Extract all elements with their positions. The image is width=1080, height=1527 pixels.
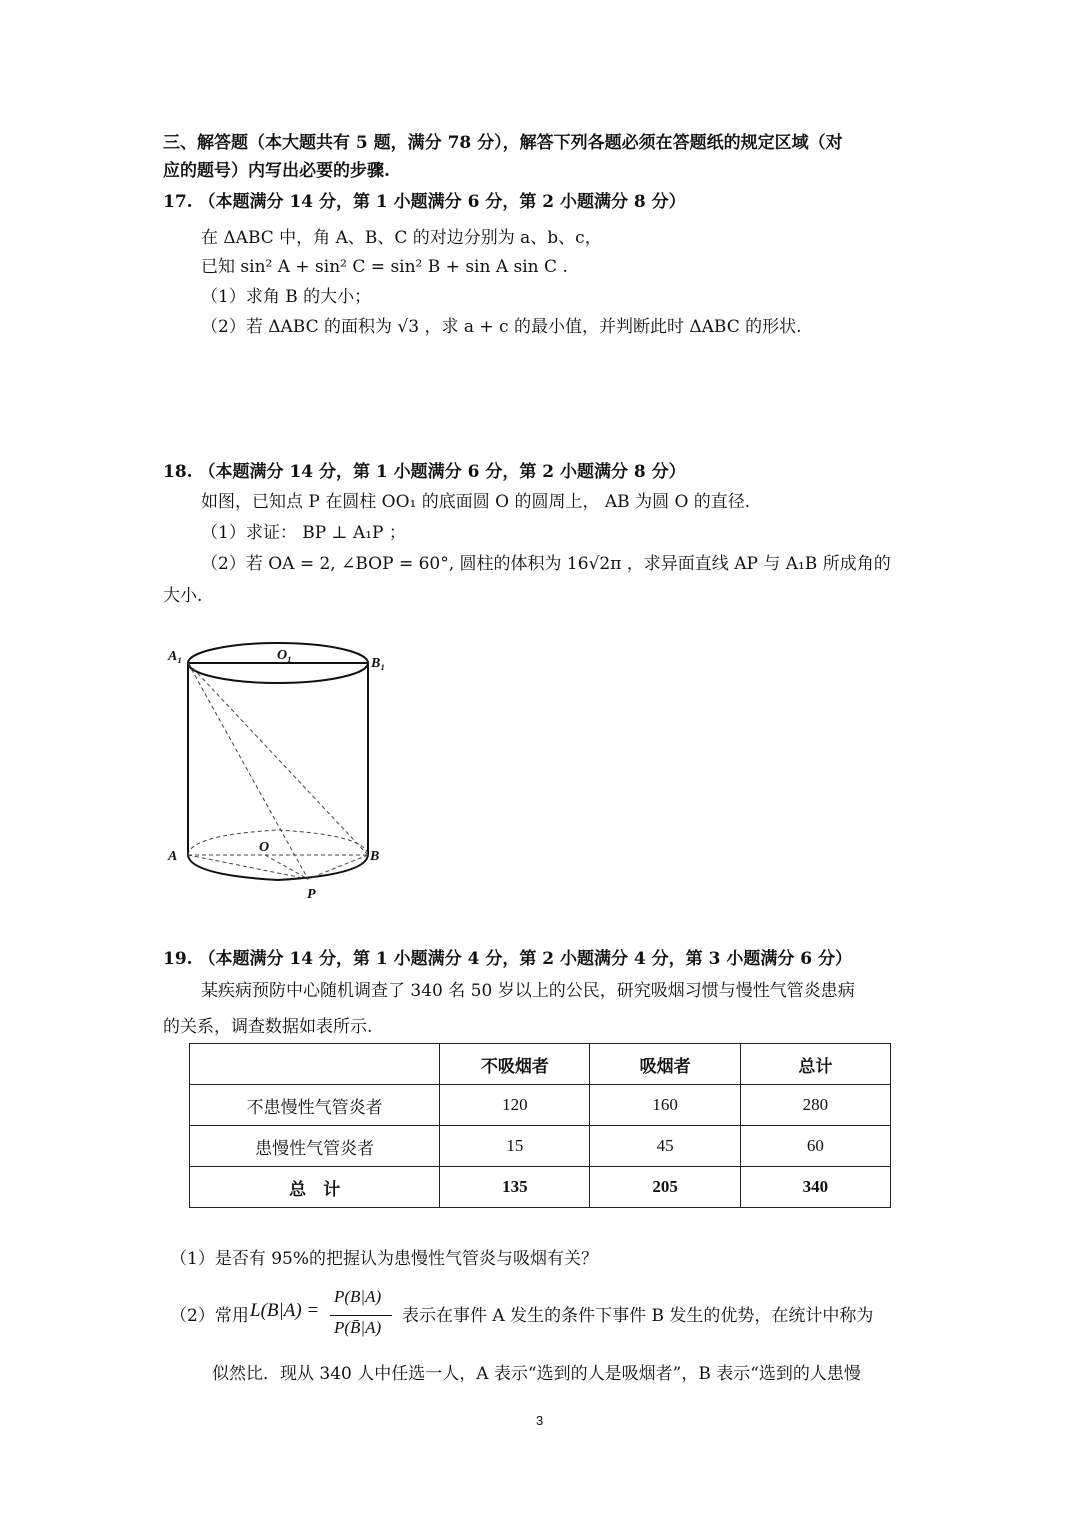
section-heading-line2: 应的题号）内写出必要的步骤. xyxy=(163,161,390,181)
table-cell: 120 xyxy=(440,1085,590,1126)
q19-line2: 的关系，调查数据如表所示. xyxy=(163,1017,373,1037)
table-cell: 患慢性气管炎者 xyxy=(190,1126,440,1167)
label-O: O xyxy=(259,840,270,855)
q18-line1: 如图，已知点 P 在圆柱 OO₁ 的底面圆 O 的圆周上， AB 为圆 O 的直径. xyxy=(201,492,751,512)
table-total-row xyxy=(190,1167,891,1208)
q17-header: 17. （本题满分 14 分，第 1 小题满分 6 分，第 2 小题满分 8 分） xyxy=(163,192,686,212)
label-P: P xyxy=(307,887,316,902)
table-row xyxy=(190,1085,891,1126)
likelihood-lhs: L(B|A) = xyxy=(250,1300,320,1321)
q19-part1: （1）是否有 95%的把握认为患慢性气管炎与吸烟有关？ xyxy=(170,1249,599,1269)
table-cell: 15 xyxy=(440,1126,590,1167)
page-number: 3 xyxy=(536,1413,544,1428)
label-A1: A₁ xyxy=(168,649,183,664)
table-header-row xyxy=(190,1044,891,1085)
q18-part1: （1）求证： BP ⊥ A₁P ； xyxy=(201,523,406,543)
table-cell: 135 xyxy=(440,1167,590,1208)
q18-part2: （2）若 OA = 2, ∠BOP = 60°, 圆柱的体积为 16√2π ，求异面直线 AP 与 A₁B 所成角的 xyxy=(201,554,891,574)
q17-line1: 在 ΔABC 中，角 A、B、C 的对边分别为 a、b、c， xyxy=(201,228,602,248)
q18-part2-cont: 大小. xyxy=(163,586,203,606)
q19-part2-prefix: （2）常用 xyxy=(170,1306,249,1326)
label-O1: O₁ xyxy=(277,648,292,663)
q19-part2-text: 表示在事件 A 发生的条件下事件 B 发生的优势，在统计中称为 xyxy=(402,1306,874,1326)
q19-part2-cont: 似然比．现从 340 人中任选一人，A 表示“选到的人是吸烟者”，B 表示“选到的人患慢 xyxy=(212,1364,861,1384)
fraction-denominator: P(B̄|A) xyxy=(334,1318,382,1337)
q17-part1: （1）求角 B 的大小； xyxy=(201,287,372,307)
table-header-cell: 不吸烟者 xyxy=(440,1044,590,1085)
q17-line2: 已知 sin² A + sin² C = sin² B + sin A sin C . xyxy=(201,257,568,277)
table-cell: 不患慢性气管炎者 xyxy=(190,1085,440,1126)
q18-header: 18. （本题满分 14 分，第 1 小题满分 6 分，第 2 小题满分 8 分） xyxy=(163,462,686,482)
table-cell xyxy=(190,1044,440,1085)
q19-line1: 某疾病预防中心随机调查了 340 名 50 岁以上的公民，研究吸烟习惯与慢性气管炎患病 xyxy=(201,981,855,1001)
table-cell: 280 xyxy=(740,1085,890,1126)
table-cell: 340 xyxy=(740,1167,890,1208)
table-cell: 205 xyxy=(590,1167,740,1208)
table-cell: 总 计 xyxy=(190,1167,440,1208)
fraction-bar xyxy=(330,1315,392,1316)
table-row xyxy=(190,1126,891,1167)
cylinder-figure xyxy=(160,630,400,910)
table-header-cell: 吸烟者 xyxy=(590,1044,740,1085)
data-table xyxy=(189,1043,891,1208)
q19-header: 19. （本题满分 14 分，第 1 小题满分 4 分，第 2 小题满分 4 分，第 3 小题满分 6 分） xyxy=(163,949,852,969)
label-B: B xyxy=(370,849,380,864)
label-B1: B₁ xyxy=(371,656,386,671)
table-cell: 160 xyxy=(590,1085,740,1126)
label-A: A xyxy=(168,849,178,864)
table-cell: 60 xyxy=(740,1126,890,1167)
fraction-numerator: P(B|A) xyxy=(334,1287,382,1306)
section-heading-line1: 三、解答题（本大题共有 5 题，满分 78 分），解答下列各题必须在答题纸的规定区域（对 xyxy=(163,133,843,153)
q17-part2: （2）若 ΔABC 的面积为 √3 ，求 a + c 的最小值，并判断此时 ΔABC 的形状. xyxy=(201,317,802,337)
table-cell: 45 xyxy=(590,1126,740,1167)
table-header-cell: 总计 xyxy=(740,1044,890,1085)
